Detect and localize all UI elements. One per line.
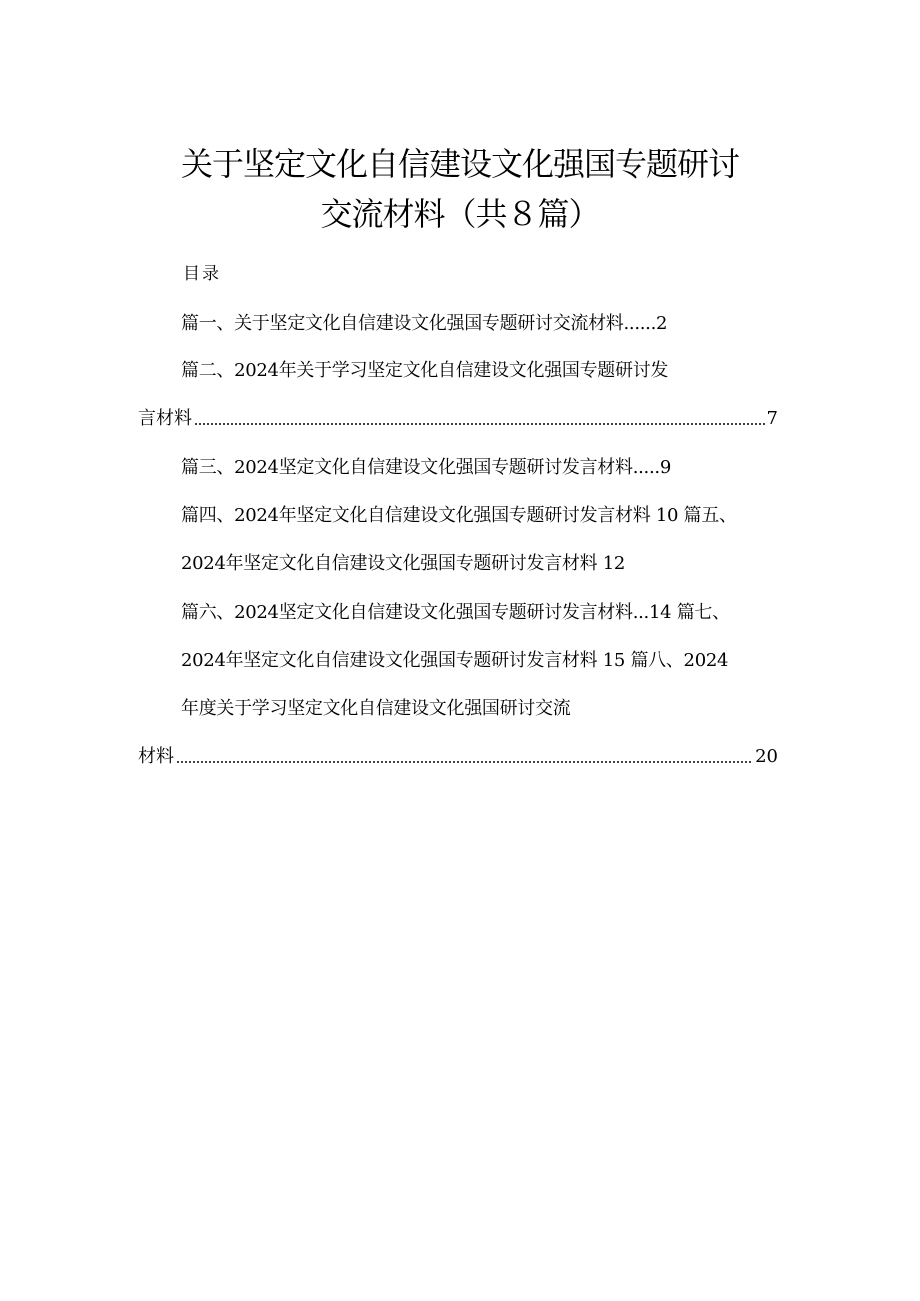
- toc-entry-8-page: 20: [755, 746, 778, 767]
- toc-entry-8-line-2: [138, 744, 778, 770]
- document-title-line-1: 关于坚定文化自信建设文化强国专题研讨: [180, 145, 739, 183]
- toc-entry-4: 篇四、2024年坚定文化自信建设文化强国专题研讨发言材料 10 篇五、: [181, 505, 737, 526]
- toc-entry-8-text: 材料: [138, 746, 174, 767]
- dot-leader: [176, 760, 753, 764]
- toc-entry-7: 2024年坚定文化自信建设文化强国专题研讨发言材料 15 篇八、2024: [181, 650, 729, 671]
- toc-entry-2-page: 7: [766, 408, 778, 429]
- toc-entry-1: 篇一、关于坚定文化自信建设文化强国专题研讨交流材料......2: [181, 313, 668, 334]
- toc-entry-2-line-1: 篇二、2024年关于学习坚定文化自信建设文化强国专题研讨发: [181, 360, 669, 381]
- toc-entry-3: 篇三、2024坚定文化自信建设文化强国专题研讨发言材料.....9: [181, 457, 671, 478]
- document-title-line-2: 交流材料（共８篇）: [320, 195, 600, 233]
- toc-entry-6: 篇六、2024坚定文化自信建设文化强国专题研讨发言材料...14 篇七、: [181, 602, 730, 623]
- toc-entry-8-line-1: 年度关于学习坚定文化自信建设文化强国研讨交流: [181, 698, 571, 719]
- toc-heading: 目录: [183, 264, 221, 284]
- toc-entry-5: 2024年坚定文化自信建设文化强国专题研讨发言材料 12: [181, 553, 626, 574]
- toc-entry-2-text: 言材料: [138, 408, 192, 429]
- toc-entry-2-line-2: [138, 406, 778, 432]
- dot-leader: [194, 422, 765, 426]
